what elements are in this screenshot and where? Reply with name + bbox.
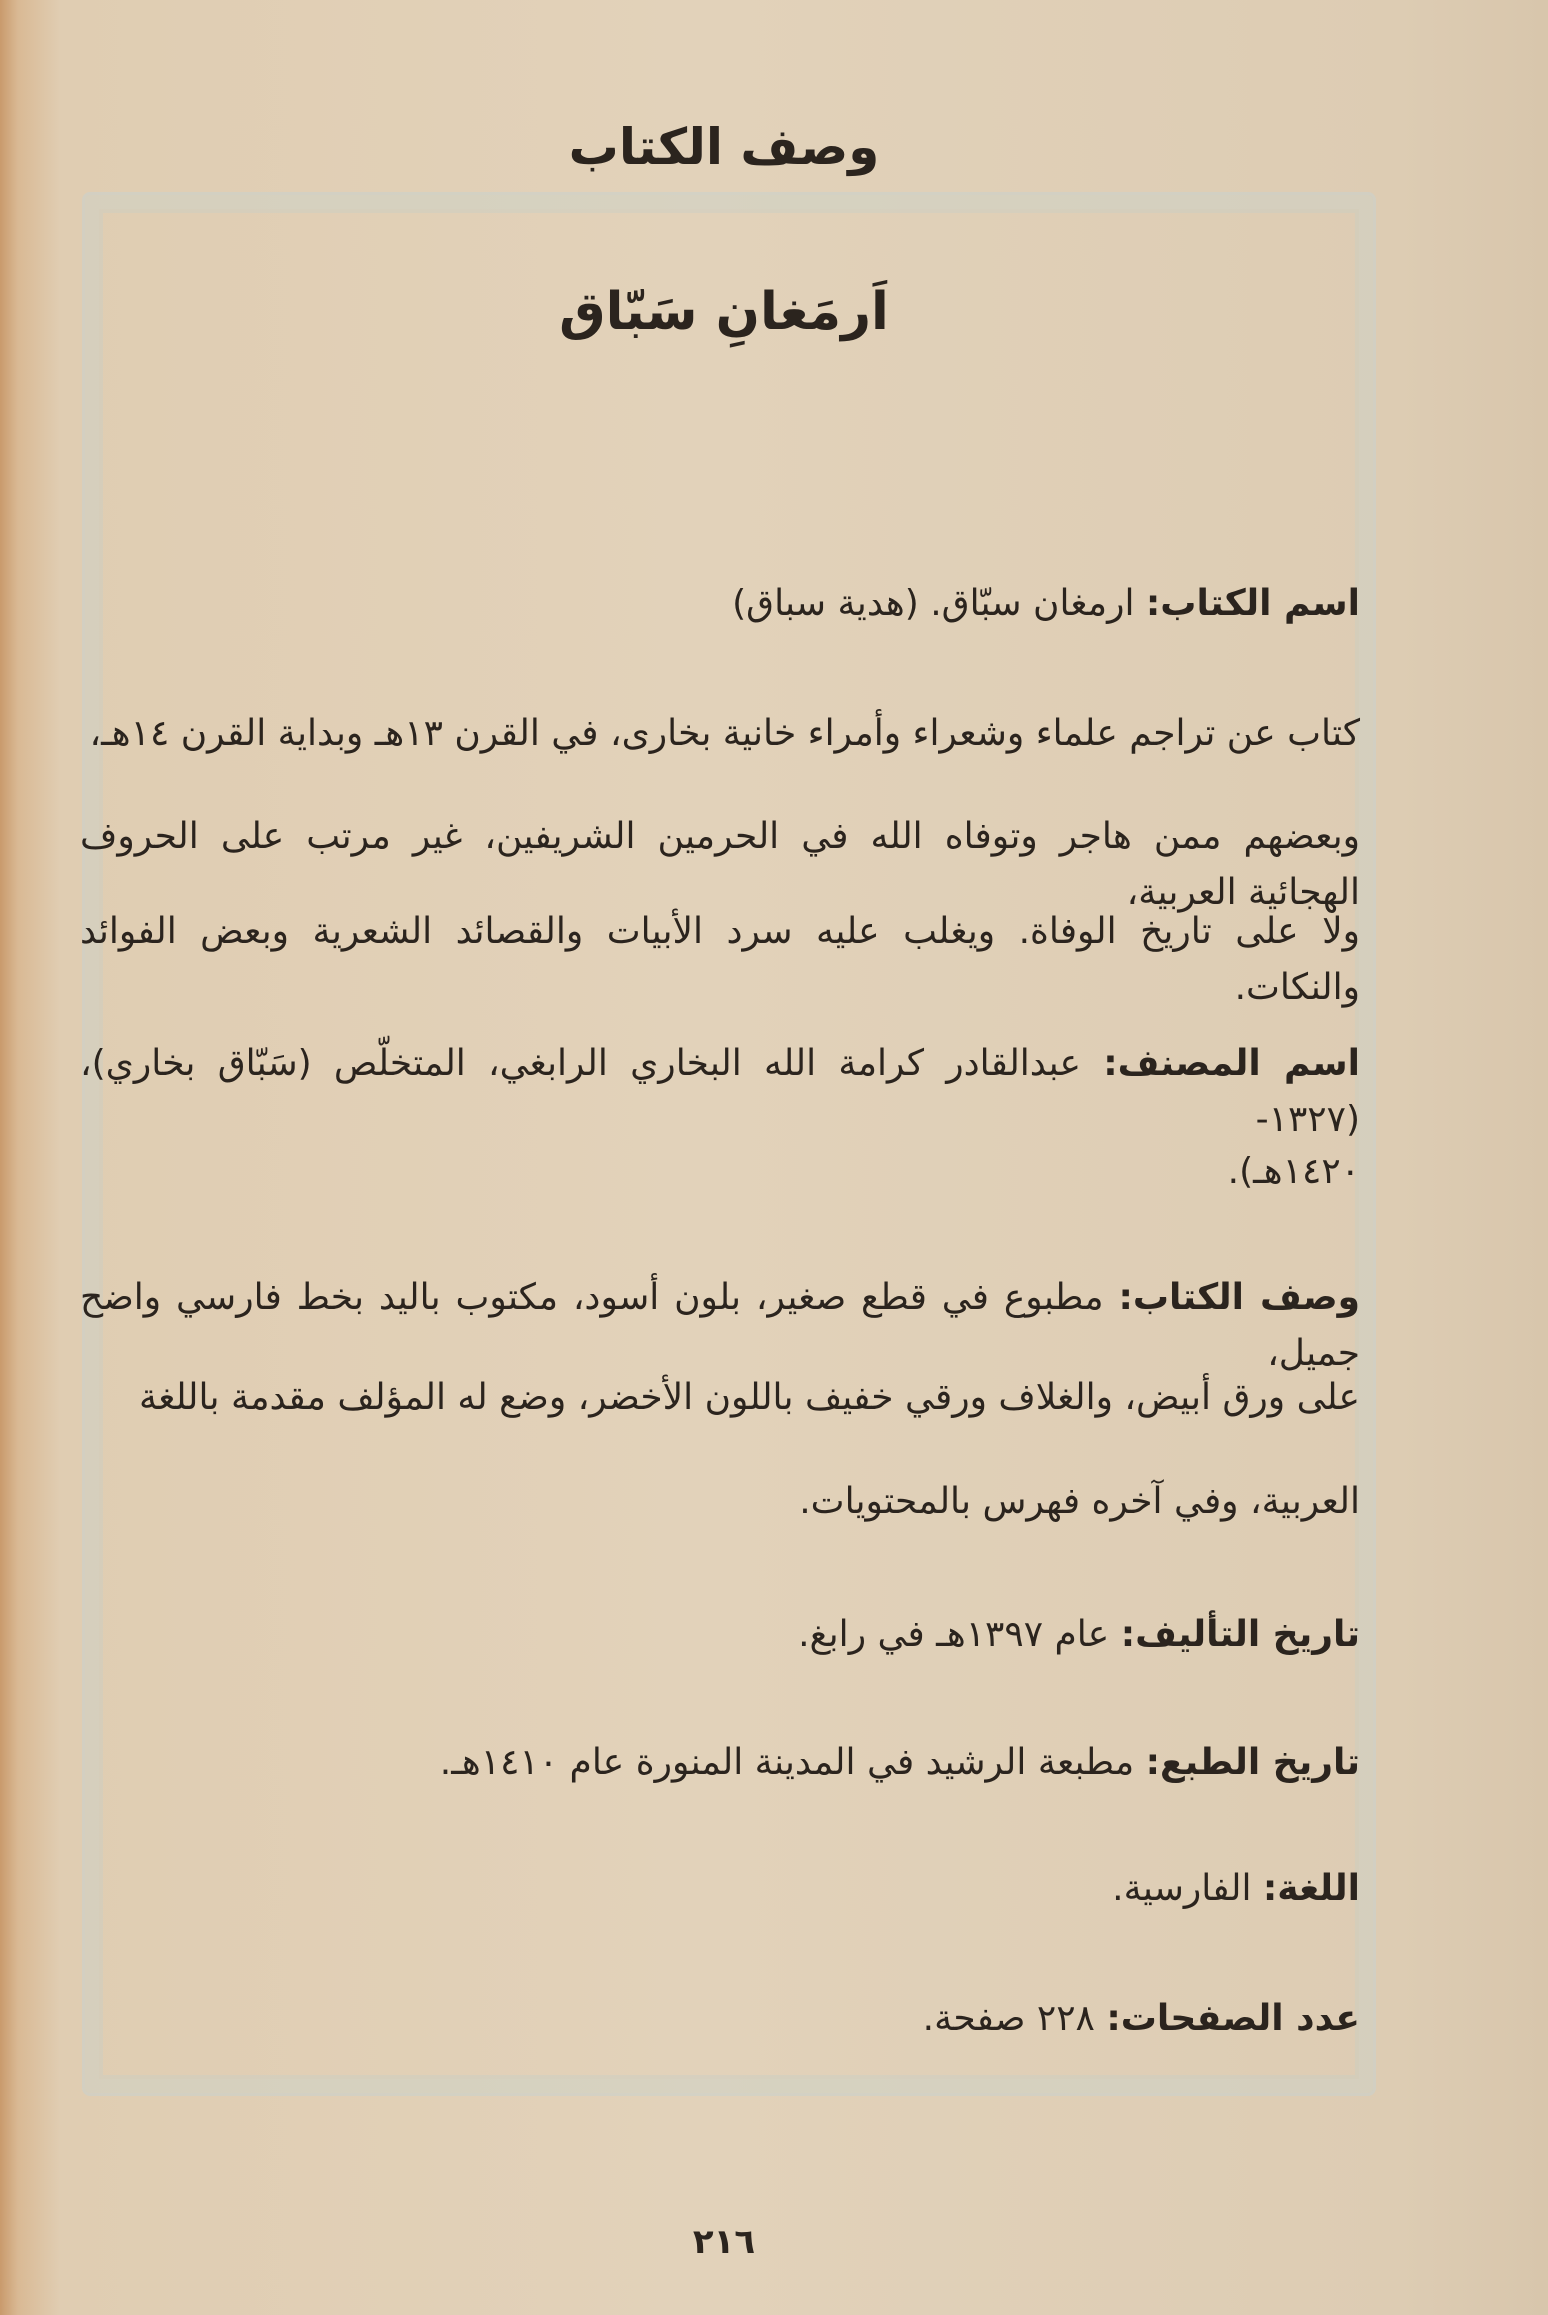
description-value: مطبوع في قطع صغير، بلون أسود، مكتوب باليد بخط فارسي واضح جميل،: [80, 1277, 1360, 1374]
print-date-field: [80, 1735, 1360, 1791]
summary-line: كتاب عن تراجم علماء وشعراء وأمراء خانية بخارى، في القرن ١٣هـ وبداية القرن ١٤هـ،: [89, 713, 1360, 754]
print-date-label: تاريخ الطبع:: [1145, 1742, 1360, 1783]
language-label: اللغة:: [1262, 1868, 1360, 1909]
summary-line: ولا على تاريخ الوفاة. ويغلب عليه سرد الأبيات والقصائد الشعرية وبعض الفوائد والنكات.: [80, 911, 1360, 1008]
book-name-field: [80, 576, 1360, 632]
composed-date-field: [80, 1607, 1360, 1663]
description-label: وصف الكتاب:: [1118, 1277, 1360, 1318]
author-value-cont: ١٤٢٠هـ).: [1227, 1151, 1360, 1192]
language-field: [80, 1861, 1360, 1917]
page-title: وصف الكتاب: [568, 118, 880, 176]
book-name-value: ارمغان سبّاق. (هدية سباق): [732, 583, 1146, 624]
author-field: [80, 1036, 1360, 1148]
description-field: [80, 1270, 1360, 1382]
page-number: ٢١٦: [692, 2222, 756, 2262]
language-value: الفارسية.: [1112, 1868, 1263, 1909]
book-name-label: اسم الكتاب:: [1145, 583, 1360, 624]
description-line: على ورق أبيض، والغلاف ورقي خفيف باللون الأخضر، وضع له المؤلف مقدمة باللغة: [138, 1377, 1360, 1418]
print-date-value: مطبعة الرشيد في المدينة المنورة عام ١٤١٠هـ.: [439, 1742, 1146, 1783]
composed-date-value: عام ١٣٩٧هـ في رابغ.: [798, 1614, 1121, 1655]
page-count-value: ٢٢٨ صفحة.: [922, 1998, 1107, 2039]
book-title: اَرمَغانِ سَبّاق: [559, 282, 889, 342]
summary-line: وبعضهم ممن هاجر وتوفاه الله في الحرمين الشريفين، غير مرتب على الحروف الهجائية العربية،: [80, 816, 1360, 913]
description-line: العربية، وفي آخره فهرس بالمحتويات.: [799, 1481, 1360, 1522]
page-count-label: عدد الصفحات:: [1106, 1998, 1360, 2039]
composed-date-label: تاريخ التأليف:: [1120, 1614, 1360, 1655]
author-value: عبدالقادر كرامة الله البخاري الرابغي، المتخلّص (سَبّاق بخاري)، (١٣٢٧-: [80, 1043, 1360, 1140]
author-label: اسم المصنف:: [1103, 1043, 1360, 1084]
page-count-field: [80, 1991, 1360, 2047]
